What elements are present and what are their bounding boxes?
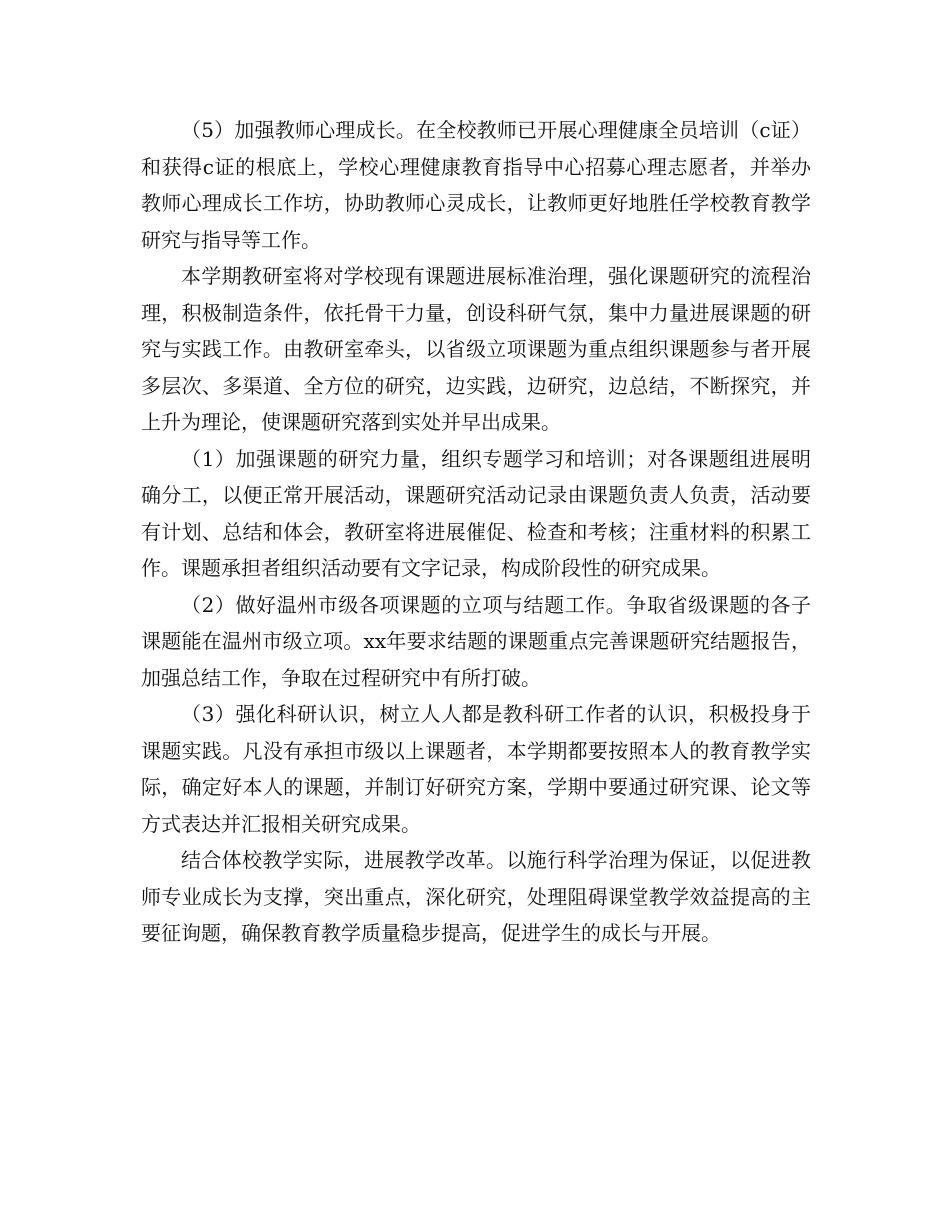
- paragraph-research-awareness: （3）强化科研认识，树立人人都是教科研工作者的认识，积极投身于课题实践。凡没有承担市级以上课题者，本学期都要按照本人的教育教学实际，确定好本人的课题，并制订好研究方案，学期中要通过研究课、论文等方式表达并汇报相关研究成果。: [141, 702, 811, 836]
- paragraph-teaching-reform: 结合体校教学实际，进展教学改革。以施行科学治理为保证，以促进教师专业成长为支撑，突出重点，深化研究，处理阻碍课堂教学效益提高的主要征询题，确保教育教学质量稳步提高，促进学生的成长与开展。: [141, 848, 811, 945]
- paragraph-research-strength: （1）加强课题的研究力量，组织专题学习和培训；对各课题组进展明确分工，以便正常开展活动，课题研究活动记录由课题负责人负责，活动要有计划、总结和体会，教研室将进展催促、检查和考核；注重材料的积累工作。课题承担者组织活动要有文字记录，构成阶段性的研究成果。: [141, 446, 811, 580]
- paragraph-teacher-psychology: （5）加强教师心理成长。在全校教师已开展心理健康全员培训（c证）和获得c证的根底上，学校心理健康教育指导中心招募心理志愿者，并举办教师心理成长工作坊，协助教师心灵成长，让教师更好地胜任学校教育教学研究与指导等工作。: [141, 118, 811, 252]
- paragraph-wenzhou-projects: （2）做好温州市级各项课题的立项与结题工作。争取省级课题的各子课题能在温州市级立项。xx年要求结题的课题重点完善课题研究结题报告，加强总结工作，争取在过程研究中有所打破。: [141, 592, 811, 690]
- document-body: [141, 112, 811, 952]
- paragraph-research-management: 本学期教研室将对学校现有课题进展标准治理，强化课题研究的流程治理，积极制造条件，依托骨干力量，创设科研气氛，集中力量进展课题的研究与实践工作。由教研室牵头，以省级立项课题为重点组织课题参与者开展多层次、多渠道、全方位的研究，边实践，边研究，边总结，不断探究，并上升为理论，使课题研究落到实处并早出成果。: [141, 264, 811, 434]
